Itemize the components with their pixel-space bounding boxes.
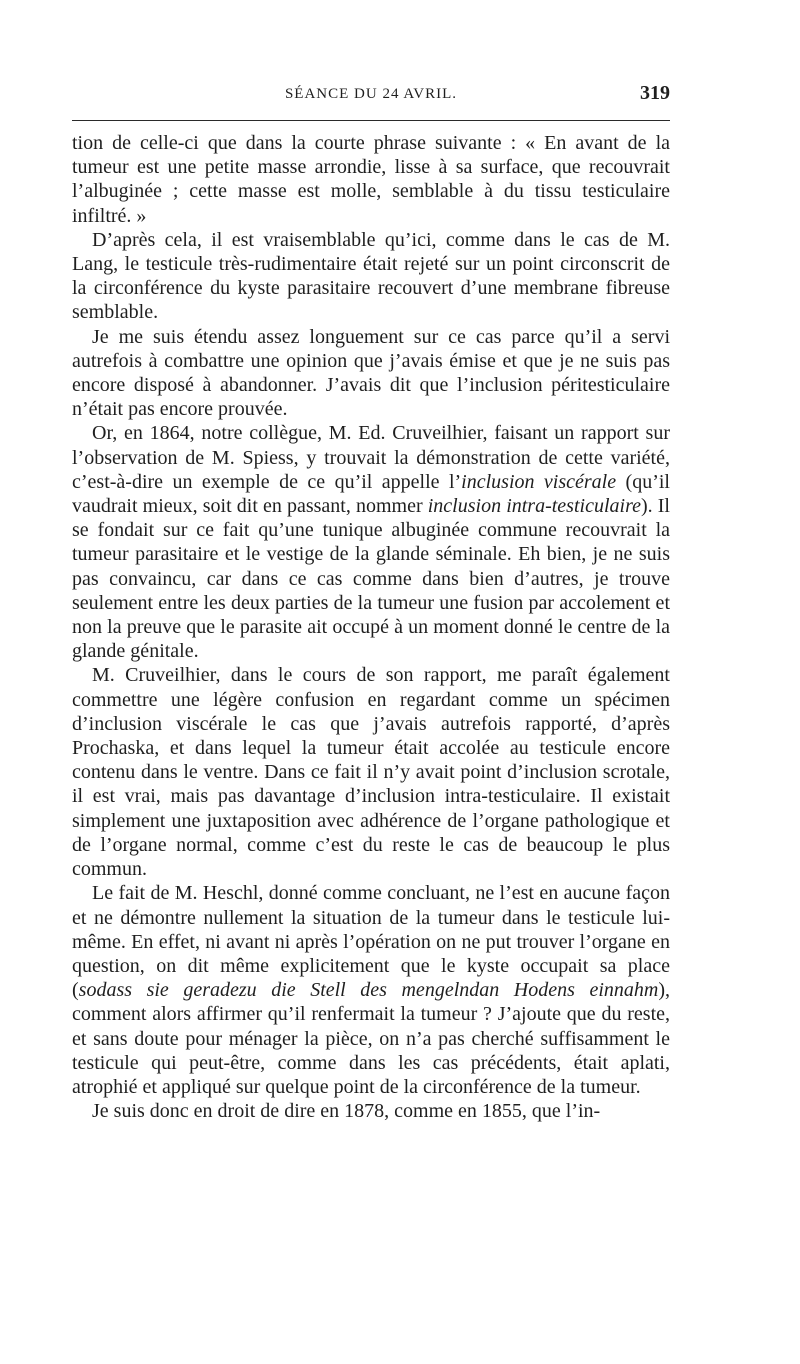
paragraph-4-italic-inclusion-viscerale: inclusion viscérale	[461, 470, 617, 493]
book-page	[72, 80, 670, 1123]
paragraph-7: Je suis donc en droit de dire en 1878, comme en 1855, que l’in-	[92, 1100, 601, 1123]
paragraph-6-text-a: Le fait de M. Heschl, donné comme concluant, ne l’est en aucune façon et ne démontre nullement la situation de la tumeur dans le testicule lui-même. En effet, ni avant ni après l’opération on ne put trouver l’organe en question, on dit même explicitement que le kyste occupait sa place (	[72, 882, 670, 1002]
running-title: SÉANCE DU 24 AVRIL.	[284, 86, 458, 102]
paragraph-6-italic-german-quote: sodass sie geradezu die Stell des mengelndan Hodens einnahm	[78, 979, 659, 1002]
paragraph-4-text-e: ). Il se fondait sur ce fait qu’une tunique albuginée commune recouvrait la tumeur parasitaire et le vestige de la glande séminale. Eh bien, je ne suis pas convaincu, car dans ce cas comme dans bien d’autres, je trouve seulement entre les deux parties de la tumeur une fusion par accolement et non la preuve que le parasite ait occupé à un moment donné le centre de la glande génitale.	[72, 495, 670, 663]
running-head	[72, 80, 670, 114]
paragraph-4	[72, 421, 670, 663]
page-number: 319	[640, 82, 670, 104]
paragraph-6-text-c: ), comment alors affirmer qu’il renfermait la tumeur ? J’ajoute que du reste, et sans doute pour ménager la pièce, on n’a pas cherché suffisamment le testicule qui peut-être, comme dans les cas précédents, était aplati, atrophié et appliqué sur quelque point de la circonférence de la tumeur.	[72, 979, 670, 1098]
paragraph-5: M. Cruveilhier, dans le cours de son rapport, me paraît également commettre une légère confusion en regardant comme un spécimen d’inclusion viscérale le cas que j’avais autrefois rapporté, d’après Prochaska, et dans lequel la tumeur était accolée au testicule encore contenu dans le ventre. Dans ce fait il n’y avait point d’inclusion scrotale, il est vrai, mais pas davantage d’inclusion intra-testiculaire. Il existait simplement une juxtaposition avec adhérence de l’organe pathologique et de l’organe normal, comme c’est du reste le cas de beaucoup le plus commun.	[72, 664, 670, 881]
paragraph-1: tion de celle-ci que dans la courte phrase suivante : « En avant de la tumeur est une petite masse arrondie, lisse à sa surface, que recouvrait l’albuginée ; cette masse est molle, semblable à du tissu testiculaire infiltré. »	[72, 132, 670, 227]
body-text	[72, 131, 670, 1123]
paragraph-6	[72, 881, 670, 1099]
paragraph-2: D’après cela, il est vraisemblable qu’ici, comme dans le cas de M. Lang, le testicule très-rudimentaire était rejeté sur un point circonscrit de la circonférence du kyste parasitaire recouvert d’une membrane fibreuse semblable.	[72, 228, 670, 324]
paragraph-4-text-a: Or, en 1864, notre collègue, M. Ed. Cruveilhier, faisant un rapport sur l’observation de M. Spiess, y trouvait la démonstration de cette variété, c’est-à-dire un exemple de ce qu’il appelle l’	[72, 422, 670, 493]
paragraph-4-text-c: (qu’il vaudrait mieux, soit dit en passant, nommer	[72, 470, 670, 518]
paragraph-4-italic-inclusion-intra-testiculaire: inclusion intra-testiculaire	[427, 495, 641, 518]
header-rule	[72, 120, 670, 121]
paragraph-3: Je me suis étendu assez longuement sur ce cas parce qu’il a servi autrefois à combattre une opinion que j’avais émise et que je ne suis pas encore disposé à abandonner. J’avais dit que l’inclusion péritesticulaire n’était pas encore prouvée.	[72, 325, 670, 421]
